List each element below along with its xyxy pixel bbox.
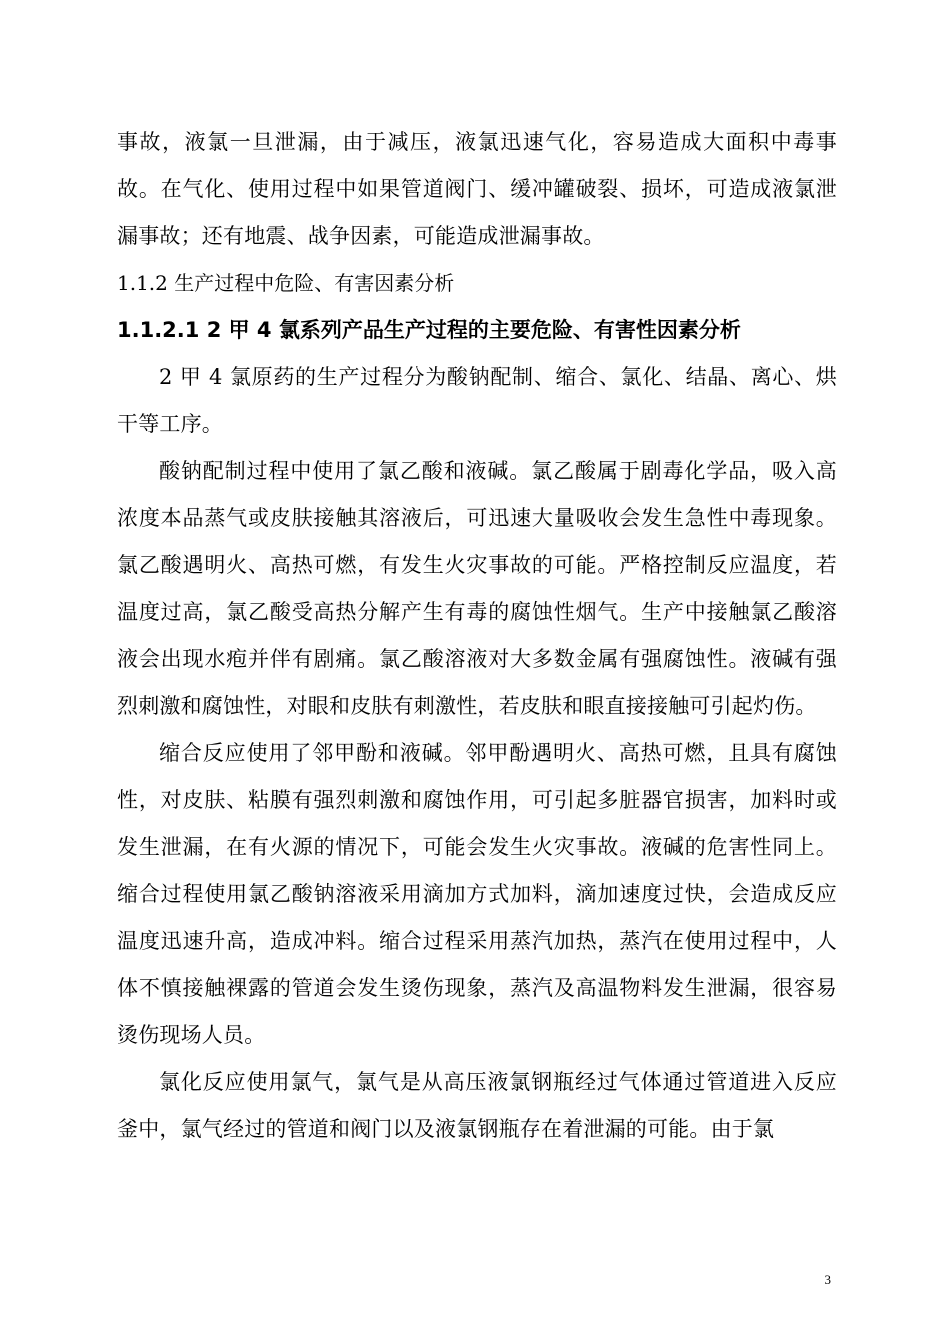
- paragraph-process-overview: 2 甲 4 氯原药的生产过程分为酸钠配制、缩合、氯化、结晶、离心、烘干等工序。: [117, 365, 837, 436]
- section-heading-1-1-2: 1.1.2 生产过程中危险、有害因素分析: [117, 271, 455, 295]
- paragraph-sodium-preparation: 酸钠配制过程中使用了氯乙酸和液碱。氯乙酸属于剧毒化学品，吸入高浓度本品蒸气或皮肤接触其溶液后，可迅速大量吸收会发生急性中毒现象。氯乙酸遇明火、高热可燃，有发生火灾事故的可能。严格控制反应温度，若温度过高，氯乙酸受高热分解产生有毒的腐蚀性烟气。生产中接触氯乙酸溶液会出现水疱并伴有剧痛。氯乙酸溶液对大多数金属有强腐蚀性。液碱有强烈刺激和腐蚀性，对眼和皮肤有刺激性，若皮肤和眼直接接触可引起灼伤。: [117, 459, 837, 718]
- section-heading-1-1-2-1: 1.1.2.1 2 甲 4 氯系列产品生产过程的主要危险、有害性因素分析: [117, 318, 741, 342]
- page-content: [117, 119, 837, 1153]
- page-number: 3: [824, 1272, 831, 1287]
- paragraph-condensation: 缩合反应使用了邻甲酚和液碱。邻甲酚遇明火、高热可燃，且具有腐蚀性，对皮肤、粘膜有强烈刺激和腐蚀作用，可引起多脏器官损害，加料时或发生泄漏，在有火源的情况下，可能会发生火灾事故。液碱的危害性同上。缩合过程使用氯乙酸钠溶液采用滴加方式加料，滴加速度过快，会造成反应温度迅速升高，造成冲料。缩合过程采用蒸汽加热，蒸汽在使用过程中，人体不慎接触裸露的管道会发生烫伤现象，蒸汽及高温物料发生泄漏，很容易烫伤现场人员。: [117, 741, 837, 1047]
- paragraph-chlorination: 氯化反应使用氯气，氯气是从高压液氯钢瓶经过气体通过管道进入反应釜中，氯气经过的管道和阀门以及液氯钢瓶存在着泄漏的可能。由于氯: [117, 1070, 837, 1141]
- paragraph-continuation: 事故，液氯一旦泄漏，由于减压，液氯迅速气化，容易造成大面积中毒事故。在气化、使用过程中如果管道阀门、缓冲罐破裂、损坏，可造成液氯泄漏事故；还有地震、战争因素，可能造成泄漏事故。: [117, 130, 837, 248]
